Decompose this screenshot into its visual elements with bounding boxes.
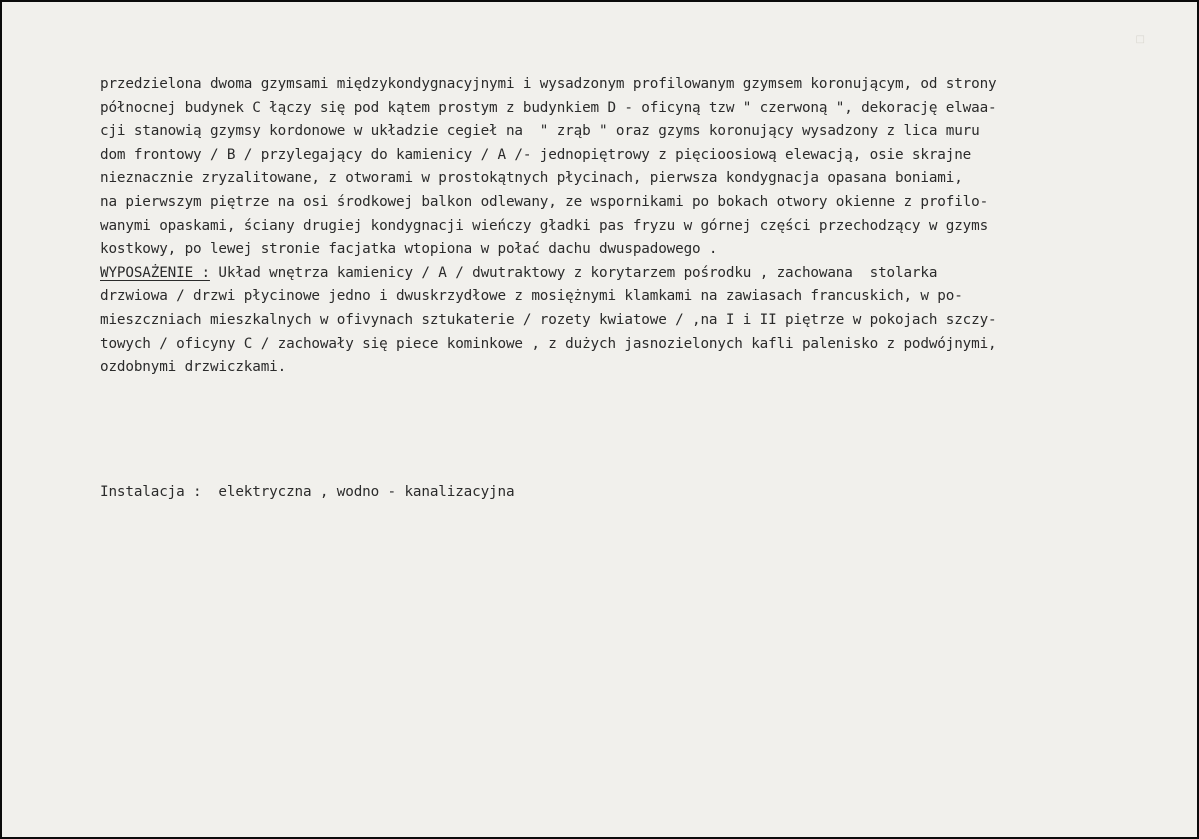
paragraph-line: na pierwszym piętrze na osi środkowej balkon odlewany, ze wspornikami po bokach otwory okienne z profilo-	[100, 193, 989, 210]
wyposazenie-first-line	[100, 262, 1199, 286]
wyposazenie-line: mieszczniach mieszkalnych w ofivynach sztukaterie / rozety kwiatowe / ,na I i II piętrze w pokojach szczy-	[100, 311, 997, 328]
paragraph-line: cji stanowią gzymsy kordonowe w układzie cegieł na " zrąb " oraz gzyms koronujący wysadzony z lica muru	[100, 123, 980, 140]
wyposazenie-label: WYPOSAŻENIE :	[100, 264, 210, 281]
wyposazenie-line: ozdobnymi drzwiczkami.	[100, 359, 287, 376]
paragraph-line: północnej budynek C łączy się pod kątem prostym z budynkiem D - oficyną tzw " czerwoną ", dekorację elwaa-	[100, 99, 997, 116]
paragraph-line: wanymi opaskami, ściany drugiej kondygnacji wieńczy gładki pas fryzu w górnej części przechodzący w gzyms	[100, 217, 989, 234]
instalacja-line: Instalacja : elektryczna , wodno - kanalizacyjna	[100, 484, 515, 500]
description-text-block	[100, 73, 1199, 380]
wyposazenie-first-line-text: Układ wnętrza kamienicy / A / dwutraktowy z korytarzem pośrodku , zachowana stolarka	[209, 264, 938, 281]
wyposazenie-line: towych / oficyny C / zachowały się piece kominkowe , z dużych jasnozielonych kafli palenisko z podwójnymi,	[100, 335, 997, 352]
wyposazenie-line: drzwiowa / drzwi płycinowe jedno i dwuskrzydłowe z mosiężnymi klamkami na zawiasach francuskich, w po-	[100, 288, 963, 305]
paragraph-line: przedzielona dwoma gzymsami międzykondygnacyjnymi i wysadzonym profilowanym gzymsem koronującym, od strony	[100, 76, 997, 92]
faint-corner-mark: □	[1135, 34, 1145, 45]
paragraph-line: nieznacznie zryzalitowane, z otworami w prostokątnych płycinach, pierwsza kondygnacja opasana boniami,	[100, 170, 963, 187]
paragraph-line: dom frontowy / B / przylegający do kamienicy / A /- jednopiętrowy z pięcioosiową elewacją, osie skrajne	[100, 146, 972, 163]
paragraph-line: kostkowy, po lewej stronie facjatka wtopiona w połać dachu dwuspadowego .	[100, 241, 718, 258]
document-card	[2, 2, 1197, 837]
